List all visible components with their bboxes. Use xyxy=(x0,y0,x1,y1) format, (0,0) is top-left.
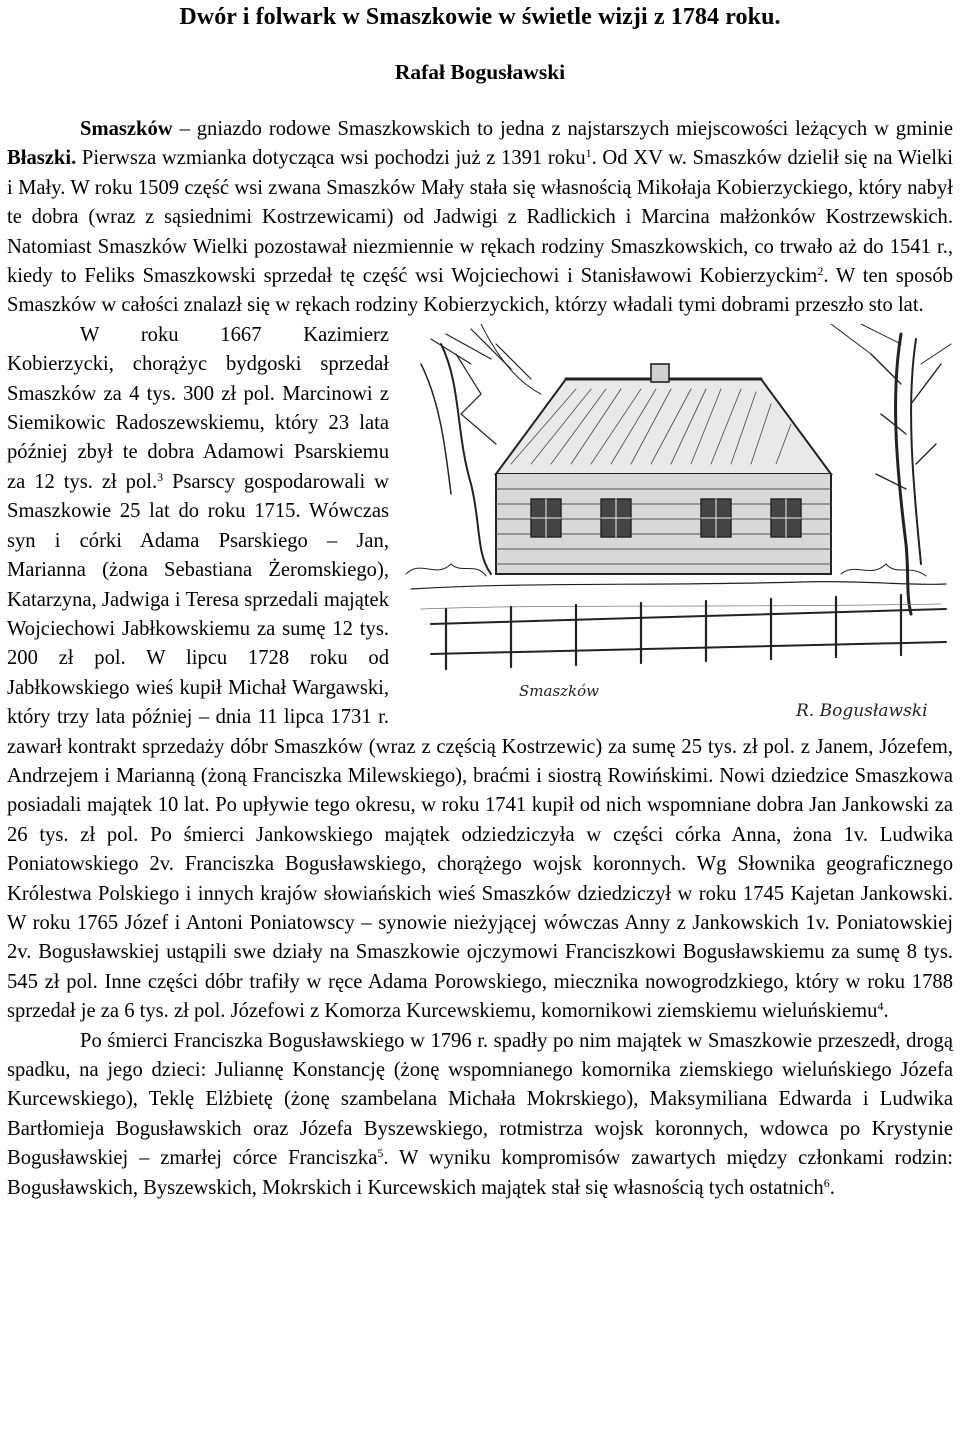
footnote-ref-6[interactable]: 6 xyxy=(823,1175,830,1190)
p2-text-b: Psarscy gospodarowali w Smaszkowie 25 lat do roku 1715. Wówczas syn i córki Adama Psarskiego – Jan, Marianna (żona Sebastiana Żeromskiego), Katarzyna, Jadwiga i Teresa sprzedali majątek Wojciechowi Jabłkowskiemu za sumę 12 tys. 200 zł pol. W lipcu 1728 roku od Jabłkowskiego wieś kupił Michał Wargawski, który trzy lata później – dnia 11 lipca 1731 r. zawarł kontrakt sprzedaży dóbr Smaszków (wraz z częścią Kostrzewic) za sumę 25 tys. zł pol. z Janem, Józefem, Andrzejem i Marianną (żoną Franciszka Milewskiego), braćmi i siostrą Rowińskimi. Nowi dziedzice Smaszkowa posiadali majątek 10 lat. Po upływie tego okresu, w roku 1741 kupił od nich wspomniane dobra Jan Jankowski za 26 tys. zł pol. Po śmierci Jankowskiego majątek odziedziczyła w części córka Anna, żona 1v. Ludwika Poniatowskiego 2v. Franciszka Bogusławskiego, chorążego wojsk koronnych. Wg Słownika geograficznego Królestwa Polskiego i innych krajów słowiańskich wieś Smaszków dziedziczył w roku 1745 Kajetan Jankowski. W roku 1765 Józef i Antoni Poniatowscy – synowie nieżyjącej wówczas Anny z Jankowskich 1v. Poniatowskiej 2v. Bogusławskiej ustąpili swe działy na Smaszkowie ojczymowi Franciszkowi Bogusławskiemu za sumę 8 tys. 545 zł pol. Inne części dóbr trafiły w ręce Adama Porowskiego, miecznika nowogrodzkiego, który w roku 1788 sprzedał je za 6 tys. zł pol. Józefowi z Komorza Kurcewskiemu, komornikowi ziemskiemu wieluńskiemu xyxy=(7,470,953,1023)
bold-blaszki: Błaszki. xyxy=(7,147,77,170)
paragraph-1 xyxy=(7,115,953,321)
p2-text-c: . xyxy=(883,1000,889,1023)
footnote-ref-5[interactable]: 5 xyxy=(377,1146,384,1161)
p2-text-a: W roku 1667 Kazimierz Kobierzycki, chorążyc bydgoski sprzedał Smaszków za 4 tys. 300 zł pol. Marcinowi z Siemikowic Radoszewskiemu, który 23 lata później zbył te dobra Adamowi Psarskiemu za 12 tys. zł pol. xyxy=(7,323,389,493)
house-sketch-illustration xyxy=(401,324,953,724)
paragraph-3 xyxy=(7,1027,953,1203)
footnote-ref-1[interactable]: 1 xyxy=(585,146,592,161)
house-sketch-drawing xyxy=(401,324,953,724)
document-title: Dwór i folwark w Smaszkowie w świetle wizji z 1784 roku. xyxy=(179,4,781,30)
sketch-caption-handwritten: Smaszków xyxy=(519,681,600,700)
p1-text-c: . Od XV w. Smaszków dzielił się na Wielki i Mały. W roku 1509 część wsi zwana Smaszków Mały stała się własnością Mikołaja Kobierzyckiego, który nabył te dobra (wraz z sąsiednimi Kostrzewicami) od Jadwigi z Radlickich i Marcina małżonków Kostrzewskich. Natomiast Smaszków Wielki pozostawał niezmiennie w rękach rodziny Smaszkowskich, co trwało aż do 1541 r., kiedy to Feliks Smaszkowski sprzedał tę część wsi Wojciechowi i Stanisławowi Kobierzyckim xyxy=(7,147,954,288)
footnote-ref-2[interactable]: 2 xyxy=(817,263,824,278)
bold-smaszkow: Smaszków xyxy=(80,118,173,140)
p3-text-c: . xyxy=(829,1176,835,1199)
footnote-ref-3[interactable]: 3 xyxy=(157,469,164,484)
p3-text-a: Po śmierci Franciszka Bogusławskiego w 1796 r. spadły po nim majątek w Smaszkowie przeszedł, drogą spadku, na jego dzieci: Juliannę Konstancję (żonę wspomnianego komornika ziemskiego wieluńskiego Józefa Kurcewskiego), Teklę Elżbietę (żonę szambelana Michała Mokrskiego), Maksymiliana Edwarda i Ludwika Bartłomieja Bogusławskich oraz Józefa Byszewskiego, rotmistrza wojsk koronnych, wdowca po Krystynie Bogusławskiej – zmarłej córce Franciszka xyxy=(7,1029,953,1170)
author-name: Rafał Bogusławski xyxy=(394,60,566,84)
p1-text-b: Pierwsza wzmianka dotycząca wsi pochodzi już z 1391 roku xyxy=(76,147,586,170)
article-body xyxy=(7,115,953,1203)
p3-text-b: . W wyniku kompromisów zawartych między członkami rodzin: Bogusławskich, Byszewskich, Mokrskich i Kurcewskich majątek stał się własnością tych ostatnich xyxy=(7,1147,953,1199)
footnote-ref-4[interactable]: 4 xyxy=(877,999,884,1013)
p1-text-d: . W ten sposób Smaszków w całości znalazł się w rękach rodziny Kobierzyckich, którzy władali tymi dobrami przeszło sto lat. xyxy=(7,265,953,317)
p1-text-a: – gniazdo rodowe Smaszkowskich to jedna z najstarszych miejscowości leżących w gminie xyxy=(172,118,953,140)
artist-signature: R. Bogusławski xyxy=(796,700,928,721)
